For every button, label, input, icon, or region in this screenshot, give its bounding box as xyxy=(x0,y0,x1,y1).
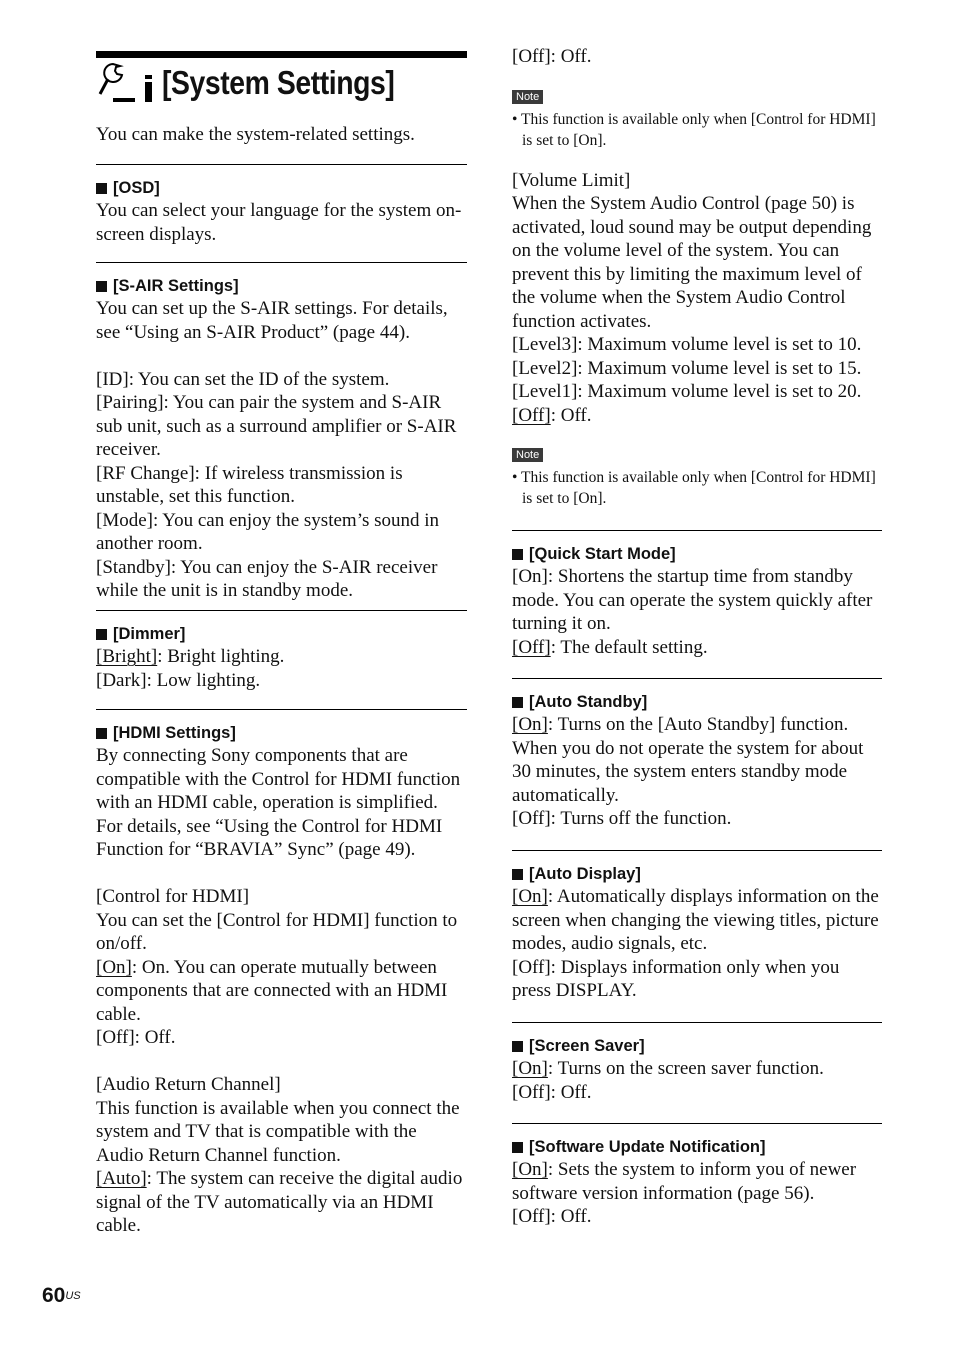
dimmer-section xyxy=(96,623,467,692)
sair-item-standby: [Standby]: You can enjoy the S-AIR receiver while the unit is in standby mode. xyxy=(96,556,438,601)
default-option-marker: [Off] xyxy=(512,404,551,426)
dimmer-heading xyxy=(96,623,467,645)
software-update-section xyxy=(512,1136,882,1229)
software-update-on-desc: : Sets the system to inform you of newer software version information (page 56). xyxy=(512,1159,857,1204)
auto-display-on-desc: : Automatically displays information on the screen when changing the viewing titles, picture modes, audio signals, etc. xyxy=(512,886,879,954)
note-text: • This function is available only when [Control for HDMI] is set to [On]. xyxy=(512,110,876,149)
dimmer-heading-text: [Dimmer] xyxy=(113,625,186,643)
arc-auto xyxy=(96,1167,467,1238)
title-row xyxy=(96,60,432,106)
control-hdmi-off: [Off]: Off. xyxy=(96,1027,176,1048)
screen-saver-on xyxy=(512,1057,882,1081)
volume-off-option xyxy=(512,404,882,428)
osd-body: You can select your language for the system on-screen displays. xyxy=(96,200,462,245)
square-bullet-icon xyxy=(512,549,523,560)
level3-option: [Level3]: Maximum volume level is set to 10. xyxy=(512,334,862,355)
sair-item-pairing: [Pairing]: You can pair the system and S-AIR sub unit, such as a surround amplifier or S-AIR receiver. xyxy=(96,392,457,460)
auto-standby-heading-text: [Auto Standby] xyxy=(529,693,648,711)
quick-start-section xyxy=(512,543,882,659)
square-bullet-icon xyxy=(96,183,107,194)
control-hdmi-title: [Control for HDMI] xyxy=(96,886,250,907)
dimmer-bright-desc: : Bright lighting. xyxy=(157,646,285,667)
sair-heading xyxy=(96,275,467,297)
note-label: Note xyxy=(512,448,543,462)
screen-saver-heading-text: [Screen Saver] xyxy=(529,1037,645,1055)
arc-auto-desc: : The system can receive the digital audio signal of the TV automatically via an HDMI cable. xyxy=(96,1168,463,1236)
section-rule xyxy=(96,709,467,710)
default-option-marker: [On] xyxy=(512,1159,548,1180)
control-hdmi-body: You can set the [Control for HDMI] function to on/off. xyxy=(96,909,458,954)
sair-item-id: [ID]: You can set the ID of the system. xyxy=(96,368,390,390)
sair-section xyxy=(96,275,467,603)
level2-option: [Level2]: Maximum volume level is set to 15. xyxy=(512,357,862,379)
control-hdmi-on xyxy=(96,956,467,1027)
note-label: Note xyxy=(512,90,543,104)
hdmi-section xyxy=(96,722,467,1238)
square-bullet-icon xyxy=(96,728,107,739)
auto-display-section xyxy=(512,863,882,1003)
auto-standby-on-desc: : Turns on the [Auto Standby] function. When you do not operate the system for about 30 minutes, the system enters standby mode automatically. xyxy=(512,714,864,806)
section-rule xyxy=(96,262,467,263)
software-update-off: [Off]: Off. xyxy=(512,1206,592,1227)
square-bullet-icon xyxy=(512,869,523,880)
sair-body: You can set up the S-AIR settings. For details, see “Using an S-AIR Product” (page 44). xyxy=(96,298,448,343)
square-bullet-icon xyxy=(512,1142,523,1153)
section-rule xyxy=(512,678,882,679)
default-option-marker: [Bright] xyxy=(96,646,158,667)
volume-limit-title: [Volume Limit] xyxy=(512,169,631,191)
volume-limit-body: When the System Audio Control (page 50) is activated, loud sound may be output depending on the volume level of the system. You can prevent this by limiting the maximum level of the volume when the System Audio Control function activates. xyxy=(512,193,872,332)
software-update-heading xyxy=(512,1136,882,1158)
osd-heading xyxy=(96,177,467,199)
auto-standby-off: [Off]: Turns off the function. xyxy=(512,808,732,829)
square-bullet-icon xyxy=(96,629,107,640)
square-bullet-icon xyxy=(96,281,107,292)
section-rule xyxy=(96,164,467,165)
auto-display-heading xyxy=(512,863,882,885)
sair-heading-text: [S-AIR Settings] xyxy=(113,277,239,295)
screen-saver-heading xyxy=(512,1035,882,1057)
section-rule xyxy=(512,530,882,531)
auto-display-on xyxy=(512,885,882,956)
quick-start-heading xyxy=(512,543,882,565)
dimmer-bright xyxy=(96,645,467,669)
page-number-suffix: US xyxy=(65,1290,81,1302)
title-top-bar xyxy=(96,51,467,58)
right-top-block xyxy=(512,45,882,509)
square-bullet-icon xyxy=(512,1041,523,1052)
dimmer-dark: [Dark]: Low lighting. xyxy=(96,669,261,691)
control-hdmi-on-desc: : On. You can operate mutually between components that are connected with an HDMI cable. xyxy=(96,956,448,1025)
arc-title: [Audio Return Channel] xyxy=(96,1074,281,1095)
intro-text: You can make the system-related settings. xyxy=(96,124,415,145)
quick-start-off xyxy=(512,636,882,660)
hdmi-heading-text: [HDMI Settings] xyxy=(113,724,236,742)
software-update-heading-text: [Software Update Notification] xyxy=(529,1138,766,1156)
section-rule xyxy=(512,850,882,851)
auto-standby-heading xyxy=(512,691,882,713)
page-number-value: 60 xyxy=(42,1284,66,1307)
arc-off: [Off]: Off. xyxy=(512,46,592,67)
quick-start-off-desc: : The default setting. xyxy=(550,636,708,658)
hdmi-heading xyxy=(96,722,467,744)
arc-body: This function is available when you connect the system and TV that is compatible with the Audio Return Channel function. xyxy=(96,1097,460,1166)
section-rule xyxy=(96,610,467,611)
square-bullet-icon xyxy=(512,697,523,708)
osd-section xyxy=(96,177,467,246)
default-option-marker: [On] xyxy=(512,886,548,907)
screen-saver-on-desc: : Turns on the screen saver function. xyxy=(547,1058,824,1079)
osd-heading-text: [OSD] xyxy=(113,179,160,197)
auto-standby-on xyxy=(512,713,882,807)
quick-start-heading-text: [Quick Start Mode] xyxy=(529,545,676,563)
default-option-marker: [On] xyxy=(512,1058,548,1079)
level1-option: [Level1]: Maximum volume level is set to 20. xyxy=(512,381,862,402)
software-update-on xyxy=(512,1158,882,1205)
volume-off-desc: : Off. xyxy=(550,404,592,426)
note-text: • This function is available only when [Control for HDMI] is set to [On]. xyxy=(512,469,876,507)
screen-saver-off: [Off]: Off. xyxy=(512,1081,592,1103)
auto-display-heading-text: [Auto Display] xyxy=(529,865,641,883)
default-option-marker: [Auto] xyxy=(96,1168,147,1189)
section-rule xyxy=(512,1022,882,1023)
wrench-tool-icon xyxy=(96,61,158,105)
section-rule xyxy=(512,1123,882,1124)
auto-standby-section xyxy=(512,691,882,831)
hdmi-body: By connecting Sony components that are compatible with the Control for HDMI function with an HDMI cable, operation is simplified. For details, see “Using the Control for HDMI Function for “BRAVIA” Sync” (page 49). xyxy=(96,745,461,860)
auto-display-off: [Off]: Displays information only when you press DISPLAY. xyxy=(512,956,840,1001)
sair-item-rf-change: [RF Change]: If wireless transmission is unstable, set this function. xyxy=(96,462,403,507)
page-title: [System Settings] xyxy=(162,64,395,101)
quick-start-on: [On]: Shortens the startup time from standby mode. You can operate the system quickly after turning it on. xyxy=(512,566,873,634)
screen-saver-section xyxy=(512,1035,882,1104)
sair-item-mode: [Mode]: You can enjoy the system’s sound in another room. xyxy=(96,509,440,554)
page-number xyxy=(42,1284,81,1308)
default-option-marker: [Off] xyxy=(512,636,551,658)
default-option-marker: [On] xyxy=(512,714,548,735)
default-option-marker: [On] xyxy=(96,956,132,978)
